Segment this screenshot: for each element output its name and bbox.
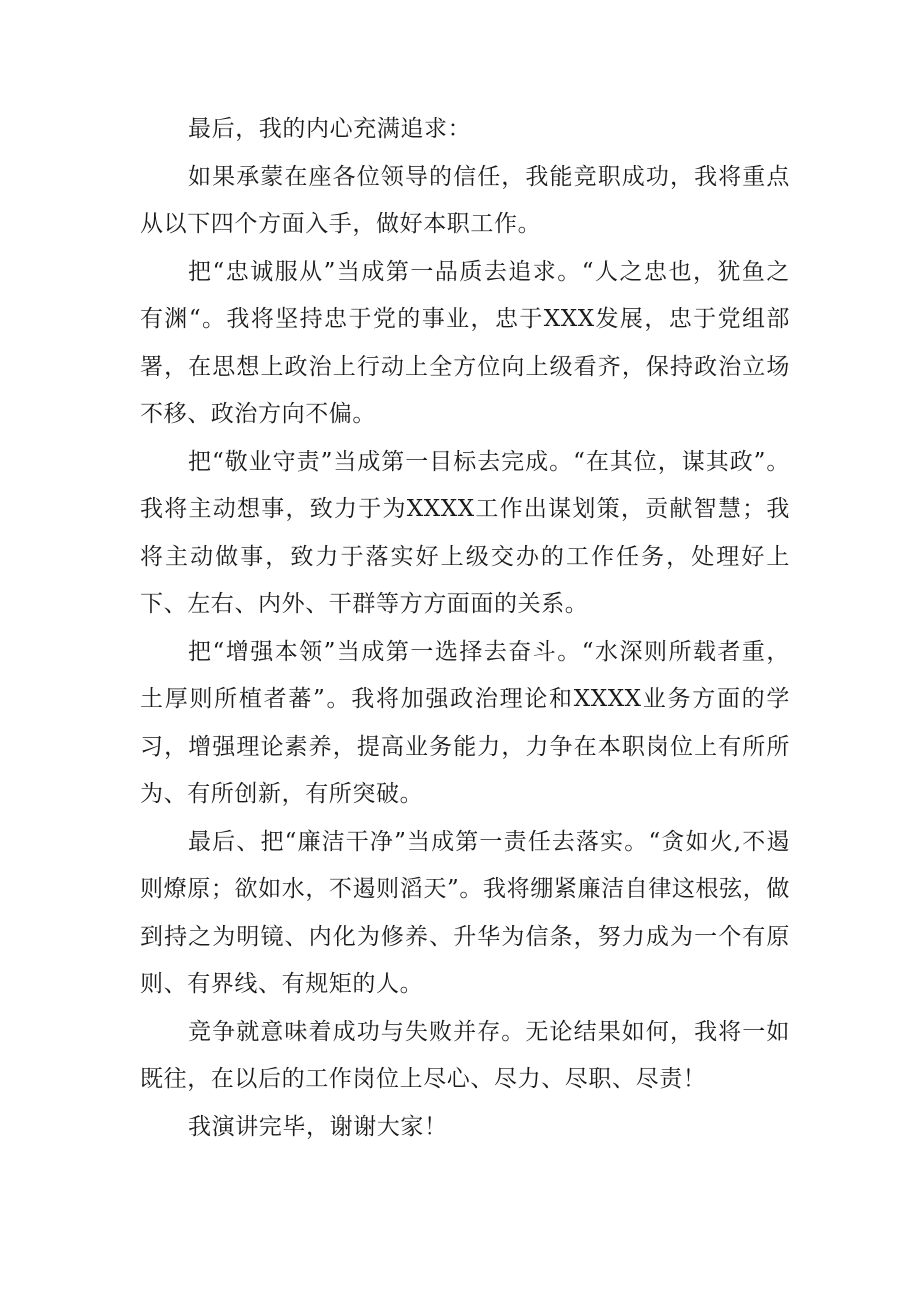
document-body [140,106,790,1151]
paragraph-integrity: 最后、把“廉洁干净”当成第一责任去落实。“贪如火,不遏则燎原；欲如水，不遏则滔天”。我将绷紧廉洁自律这根弦，做到持之为明镜、内化为修养、升华为信条，努力成为一个有原则、有界线、有规矩的人。 [140,828,790,997]
paragraph-ability: 把“增强本领”当成第一选择去奋斗。“水深则所载者重，土厚则所植者蕃”。我将加强政治理论和XXXX业务方面的学习，增强理论素养，提高业务能力，力争在本职岗位上有所所为、有所创新，有所突破。 [140,638,790,807]
paragraph-thanks: 我演讲完毕，谢谢大家！ [188,1113,448,1140]
paragraph-closing-intro: 最后，我的内心充满追求： [188,116,472,142]
paragraph-dedication: 把“敬业守责”当成第一目标去完成。“在其位，谋其政”。我将主动想事，致力于为XXXX工作出谋划策，贡献智慧；我将主动做事，致力于落实好上级交办的工作任务，处理好上下、左右、内外、干群等方方面面的关系。 [140,448,790,617]
paragraph-four-aspects: 如果承蒙在座各位领导的信任，我能竞职成功，我将重点从以下四个方面入手，做好本职工作。 [140,163,790,237]
paragraph-loyalty: 把“忠诚服从”当成第一品质去追求。“人之忠也，犹鱼之有渊“。我将坚持忠于党的事业，忠于XXX发展，忠于党组部署，在思想上政治上行动上全方位向上级看齐，保持政治立场不移、政治方向不偏。 [140,258,790,427]
paragraph-competition: 竞争就意味着成功与失败并存。无论结果如何，我将一如既往，在以后的工作岗位上尽心、尽力、尽职、尽责！ [140,1018,790,1092]
